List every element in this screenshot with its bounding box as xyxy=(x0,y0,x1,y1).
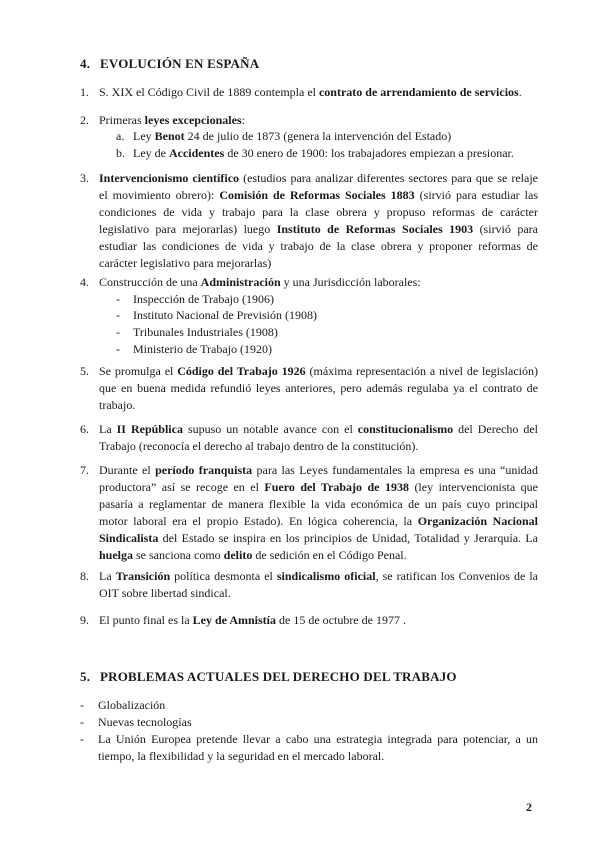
text-run: S. XIX el Código Civil de 1889 contempla el xyxy=(99,85,319,99)
page-number: 2 xyxy=(526,800,532,814)
item-text xyxy=(99,612,538,629)
text-run: : xyxy=(241,113,245,127)
text-run: (estudios para analizar diferentes sectores para que se relaje el movimiento obrero): xyxy=(99,171,538,202)
bold-run: Fuero del Trabajo de 1938 xyxy=(264,480,409,494)
text-run: (máxima representación a nivel de legislación) que en buena medida refundió leyes anteriores, pero además regulaba ya el contrato de trabajo. xyxy=(99,364,538,412)
text-run: Durante el xyxy=(99,463,156,477)
sub-text xyxy=(133,342,272,356)
dash-text: La Unión Europea pretende llevar a cabo una estrategia integrada para potenciar, a un tiempo, la flexibilidad y la seguridad en el mercado laboral. xyxy=(98,732,538,763)
section-5-number: 5. xyxy=(80,669,91,684)
text-run: Instituto Nacional de Previsión (1908) xyxy=(133,308,317,322)
sub-marker: a. xyxy=(116,129,125,143)
item-text xyxy=(99,84,538,101)
section-4-heading xyxy=(80,56,259,72)
dash-text: Globalización xyxy=(98,698,166,712)
list-item-2 xyxy=(80,112,538,129)
dash-marker: - xyxy=(116,325,120,339)
item-number: 7. xyxy=(80,463,89,477)
item-number: 9. xyxy=(80,613,89,627)
dash-marker: - xyxy=(80,732,84,746)
sub-item-dash xyxy=(116,291,274,308)
item-number: 4. xyxy=(80,275,89,289)
bold-run: Ley de Amnistía xyxy=(192,613,276,627)
bold-run: constitucionalismo xyxy=(357,422,454,436)
bold-run: huelga xyxy=(99,548,134,562)
sub-item-a xyxy=(116,128,451,145)
item-text xyxy=(99,462,538,564)
sub-item-dash xyxy=(116,307,317,324)
sub-text xyxy=(133,146,514,160)
dash-marker: - xyxy=(116,292,120,306)
text-run: Tribunales Industriales (1908) xyxy=(133,325,278,339)
bold-run: leyes excepcionales xyxy=(144,113,242,127)
list-item-4 xyxy=(80,274,538,291)
text-run: y una Jurisdicción laborales: xyxy=(280,275,421,289)
text-run: del Derecho del Trabajo (reconocía el derecho al trabajo dentro de la constitución). xyxy=(99,422,538,453)
dash-marker: - xyxy=(116,342,120,356)
item-number: 6. xyxy=(80,422,89,436)
bold-run: sindicalismo oficial xyxy=(276,569,376,583)
list-item-1 xyxy=(80,84,538,101)
bold-run: período franquista xyxy=(155,463,253,477)
text-run: Construcción de una xyxy=(99,275,201,289)
text-run: . xyxy=(518,85,522,99)
bold-run: Código del Trabajo 1926 xyxy=(177,364,306,378)
dash-marker: - xyxy=(80,698,84,712)
item-number: 3. xyxy=(80,171,89,185)
sub-item-b xyxy=(116,145,514,162)
text-run: El punto final es la xyxy=(99,613,193,627)
dash-item-globalizacion xyxy=(80,697,538,714)
item-number: 2. xyxy=(80,113,89,127)
item-text xyxy=(99,170,538,272)
text-run: Ley xyxy=(133,129,155,143)
item-number: 1. xyxy=(80,85,89,99)
bold-run: Instituto de Reformas Sociales 1903 xyxy=(276,222,474,236)
bold-run: contrato de arrendamiento de servicios xyxy=(318,85,519,99)
dash-marker: - xyxy=(116,308,120,322)
text-run: (ley intervencionista que pasaría a reglamentar de manera flexible la vida económica de un país cuyo principal motor laboral era el propio Estado). En lógica coherencia, la xyxy=(99,480,539,528)
list-item-3 xyxy=(80,170,538,272)
section-5-heading xyxy=(80,669,457,685)
dash-item-tecnologias xyxy=(80,714,538,731)
text-run: Ley de xyxy=(133,146,169,160)
sub-text xyxy=(133,129,451,143)
text-run: de 15 de octubre de 1977 . xyxy=(276,613,406,627)
text-run: La xyxy=(99,422,117,436)
text-run: 24 de julio de 1873 (genera la intervención del Estado) xyxy=(184,129,452,143)
text-run: política desmonta el xyxy=(170,569,277,583)
list-item-6 xyxy=(80,421,538,455)
bold-run: Transición xyxy=(115,569,171,583)
dash-item-union-europea xyxy=(80,731,538,765)
text-run: Inspección de Trabajo (1906) xyxy=(133,292,274,306)
text-run: para las Leyes fundamentales la empresa es una “unidad productora” así se recoge en el xyxy=(99,463,539,494)
bold-run: delito xyxy=(223,548,253,562)
text-run: de sedición en el Código Penal. xyxy=(252,548,407,562)
bold-run: Comisión de Reformas Sociales 1883 xyxy=(219,188,415,202)
text-run: Ministerio de Trabajo (1920) xyxy=(133,342,272,356)
item-text xyxy=(99,274,538,291)
dash-marker: - xyxy=(80,715,84,729)
section-5-title: PROBLEMAS ACTUALES DEL DERECHO DEL TRABAJO xyxy=(100,669,457,684)
list-item-9 xyxy=(80,612,538,629)
text-run: (sirvió para estudiar las condiciones de vida y trabajo de la clase obrera y proponer reformas de carácter legislativo para mejorarlas) xyxy=(99,222,538,270)
dash-text: Nuevas tecnologías xyxy=(98,715,192,729)
bold-run: Administración xyxy=(200,275,281,289)
list-item-5 xyxy=(80,363,538,414)
section-4-title: EVOLUCIÓN EN ESPAÑA xyxy=(100,56,260,71)
item-text xyxy=(99,421,538,455)
bold-run: Benot xyxy=(154,129,185,143)
text-run: del Estado se inspira en los principios de Unidad, Totalidad y Jerarquía. La xyxy=(158,531,538,545)
item-text xyxy=(99,112,538,129)
sub-marker: b. xyxy=(116,146,125,160)
sub-text xyxy=(133,308,317,322)
sub-text xyxy=(133,292,274,306)
bold-run: Intervencionismo científico xyxy=(99,171,240,185)
text-run: Se promulga el xyxy=(99,364,178,378)
text-run: , se ratifican los Convenios de la OIT sobre libertad sindical. xyxy=(99,569,539,600)
bold-run: II República xyxy=(116,422,183,436)
sub-item-dash xyxy=(116,341,272,358)
text-run: (sirvió para estudiar las condiciones de vida y trabajo para la clase obrera y propuso reformas de carácter legislativo para mejorarlas) luego xyxy=(99,188,538,236)
list-item-8 xyxy=(80,568,538,602)
list-item-7 xyxy=(80,462,538,564)
item-number: 5. xyxy=(80,364,89,378)
section-4-number: 4. xyxy=(80,56,91,71)
bold-run: Organización Nacional Sindicalista xyxy=(99,514,538,545)
text-run: La xyxy=(99,569,116,583)
item-number: 8. xyxy=(80,569,89,583)
text-run: Primeras xyxy=(99,113,145,127)
text-run: se sanciona como xyxy=(133,548,224,562)
text-run: de 30 enero de 1900: los trabajadores empiezan a presionar. xyxy=(224,146,514,160)
item-text xyxy=(99,568,538,602)
item-text xyxy=(99,363,538,414)
sub-item-dash xyxy=(116,324,278,341)
sub-text xyxy=(133,325,278,339)
text-run: supuso un notable avance con el xyxy=(182,422,358,436)
bold-run: Accidentes xyxy=(168,146,225,160)
